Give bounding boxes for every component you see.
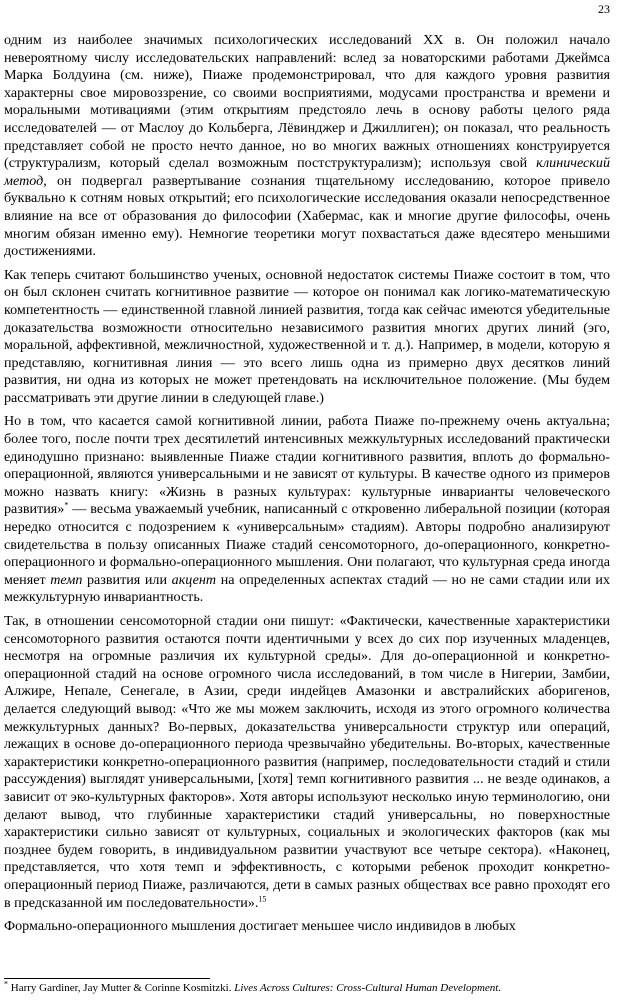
page-number: 23 [598,2,610,16]
paragraph-4 [4,613,610,912]
footnote-authors: Harry Gardiner, Jay Mutter & Corinne Kosmitzki. [8,982,235,994]
paragraph-3 [4,413,610,607]
paragraph-5: Формально-операционного мышления достигает меньшее число индивидов в любых [4,918,516,935]
paragraph-1-text-cont: , он подвергал развертывание сознания тщательному исследованию, которое привело буквально к сотням новых открытий; его психологические исследования оказали непосредственное влияние на все от образования до философии (Хабермас, как и многие другие философы, очень многим обязан именно ему). Немногие теоретики могут похвастаться даже вдесятеро меньшими достижениями. [4,172,610,260]
tempo-emphasis: темп [50,571,83,588]
paragraph-3-text-end: на определенных аспектах стадий — но не сами стадии или их межкультурную инвариантность. [4,571,610,606]
paragraph-3-text-cont: — весьма уважаемый учебник, написанный с откровенно либеральной позиции (которая нередко относится с подозрением к «универсальным» стадиям). Авторы подробно анализируют свидетельства в пользу описанных Пиаже стадий сенсомоторного, до-операционного, конкретно-операционного и формально-операционного мышления. Они полагают, что культурная среда иногда меняет [4,501,610,588]
footnote-divider [4,978,210,979]
clinical-method-emphasis: клинический метод [4,155,610,189]
footnote [4,979,614,995]
footnote-title: Lives Across Cultures: Cross-Cultural Human Development. [234,982,502,994]
paragraph-1 [4,32,610,261]
footnote-marker[interactable]: * [64,500,69,510]
paragraph-4-text: Так, в отношении сенсомоторной стадии они пишут: «Фактически, качественные характеристики сенсомоторного развития остаются почти идентичными у всех до сих пор изученных младенцев, несмотря на огромные различия их культурной среды». Для до-операционной и конкретно-операционной стадий на основе огромного числа исследований, в том числе в Нигерии, Замбии, Алжире, Непале, Сенегале, в Азии, среди индейцев Амазонки и австралийских аборигенов, делается следующий вывод: «Что же мы можем заключить, исходя из этого огромного количества межкультурных данных? Во-первых, доказательства универсальности структур или операций, лежащих в основе до-операционного периода чрезвычайно убедительны. Во-вторых, качественные характеристики конкретно-операционного развития (например, последовательности стадий и стили рассуждения) выглядят универсальными, [хотя] темп когнитивного развития ... не везде одинаков, а зависит от эко-культурных факторов». Хотя авторы используют несколько иную терминологию, они делают вывод, что глубинные характеристики стадий универсальны, но поверхностные характеристики сильно зависят от культурных, социальных и экологических факторов (как мы позднее будем говорить, в индивидуальном развитии участвуют все четыре сектора). «Наконец, представляется, что хотя темп и эффективность, с которыми ребенок проходит конкретно-операционный период Пиаже, различаются, дети в самых разных обществах все равно проходят его в предсказанной им последовательности». [4,613,610,911]
accent-emphasis: акцент [171,571,217,588]
body-text [4,32,610,942]
paragraph-2: Как теперь считают большинство ученых, основной недостаток системы Пиаже состоит в том, что он был склонен считать когнитивное развитие — которое он понимал как логико-математическую компетентность — единственной главной линией развития, тогда как сейчас имеются убедительные доказательства возможности относительно независимого развития многих других линий (эго, моральной, аффективной, межличностной, художественной и т. д.). Например, в модели, которую я представляю, когнитивная линия — это всего лишь одна из примерно двух десятков линий развития, ни одна из которых не может претендовать на исключительное положение. (Мы будем рассматривать эти другие линии в следующей главе.) [4,266,610,406]
paragraph-3-text-mid: развития или [82,571,172,588]
paragraph-3-text: Но в том, что касается самой когнитивной линии, работа Пиаже по-прежнему очень актуальна; более того, после почти трех десятилетий интенсивных межкультурных исследований практически единодушно признано: выявленные Пиаже стадии когнитивного развития, вплоть до формально-операционной, являются универсальными и не зависят от культуры. В качестве одного из примеров можно назвать книгу: «Жизнь в разных культурах: культурные инварианты человеческого развития» [4,413,610,518]
paragraph-1-text: одним из наиболее значимых психологических исследований XX в. Он положил начало невероятному числу исследовательских направлений: вслед за новаторскими работами Джеймса Марка Болдуина (см. ниже), Пиаже продемонстрировал, что для каждого уровня развития характерны свое мировоззрение, со своими восприятиями, модусами пространства и времени и моральными мотивациями (этим открытиям предстояло лечь в основу работы целого ряда исследователей — от Маслоу до Кольберга, Лёвинджер и Джиллиген); он показал, что реальность представляет собой не просто нечто данное, но во многих важных отношениях конструируется (структурализм, который сделал возможным постструктурализм); используя свой [4,32,610,172]
endnote-marker[interactable]: 15 [258,893,267,903]
footnote-mark: * [4,979,8,989]
